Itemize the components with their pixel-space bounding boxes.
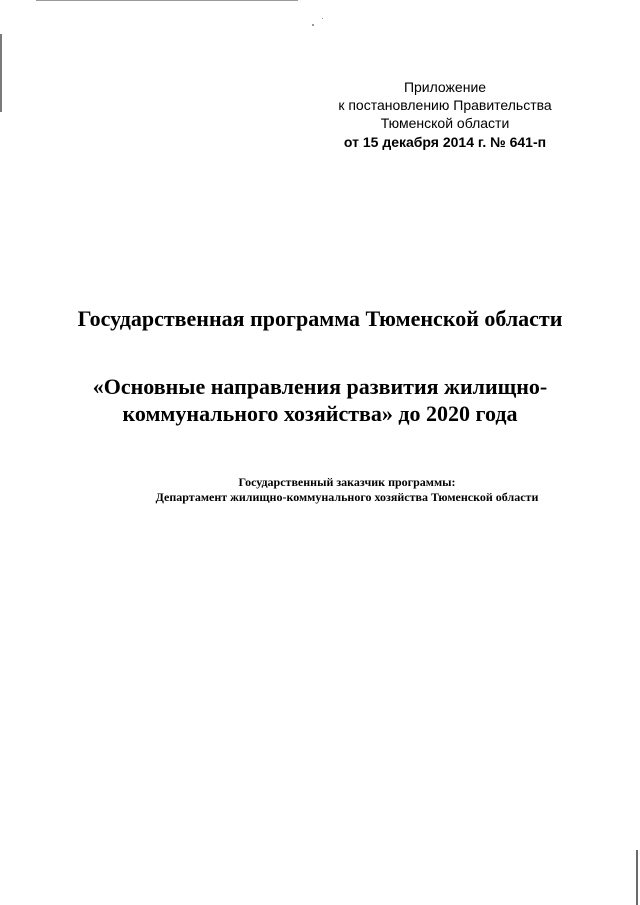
state-customer-block xyxy=(0,475,640,505)
state-customer-label: Государственный заказчик программы: xyxy=(238,475,456,489)
scan-artifact-top-line xyxy=(36,0,298,1)
state-customer-value: Департамент жилищно-коммунального хозяйства Тюменской области xyxy=(155,490,539,504)
appendix-label: Приложение xyxy=(403,79,487,95)
decree-date-number: от 15 декабря 2014 г. № 641-п xyxy=(343,134,547,150)
scan-speck xyxy=(312,24,314,26)
program-title: Государственная программа Тюменской области xyxy=(77,306,563,331)
scan-artifact-left-edge xyxy=(0,34,2,112)
appendix-region-line: Тюменской области xyxy=(380,115,510,131)
scan-speck xyxy=(322,18,323,19)
scan-artifact-right-edge xyxy=(636,850,638,905)
program-name xyxy=(0,373,640,427)
appendix-header xyxy=(320,78,570,151)
program-name-line-2: коммунального хозяйства» до 2020 года xyxy=(122,401,518,426)
appendix-resolution-line: к постановлению Правительства xyxy=(338,97,552,113)
program-name-line-1: «Основные направления развития жилищно- xyxy=(92,374,548,399)
